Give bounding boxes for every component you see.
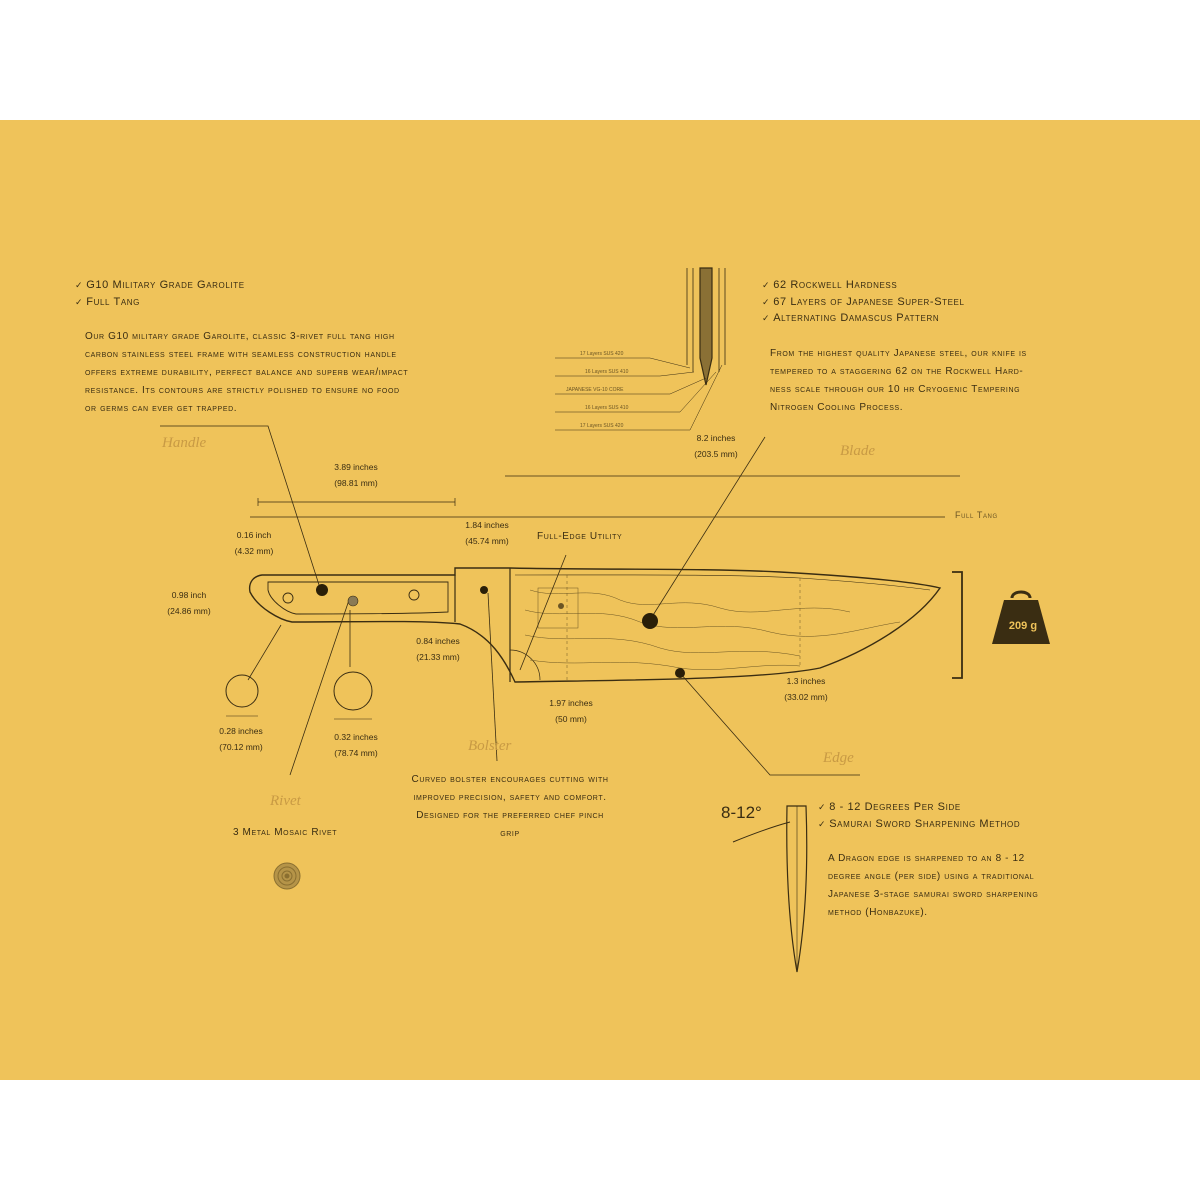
full-tang-label: Full Tang bbox=[955, 510, 998, 520]
rivet-caption: 3 Metal Mosaic Rivet bbox=[233, 827, 338, 838]
bolster-description: Curved bolster encourages cutting with improved precision, safety and comfort. Designed for the preferred chef pinch grip bbox=[411, 774, 609, 839]
handle-description: Our G10 military grade Garolite, classic 3-rivet full tang high carbon stainless steel frame with seamless construction handle offers extreme durability, perfect balance and superb wear/impact resistance. Its contours are strictly polished to ensure no food or germs can ever get trapped. bbox=[85, 331, 409, 414]
dim-bolster-height: 0.84 inches (21.33 mm) bbox=[416, 636, 460, 663]
weight-label: 209 g bbox=[1008, 620, 1038, 632]
dim-heel: 1.97 inches (50 mm) bbox=[549, 698, 593, 725]
layer-label: JAPANESE VG-10 CORE bbox=[566, 387, 624, 393]
bolster-leader bbox=[488, 593, 497, 761]
knife-outline bbox=[250, 568, 940, 682]
edge-bullets: ✓ 8 - 12 Degrees Per Side ✓ Samurai Sword Sharpening Method bbox=[818, 799, 1020, 832]
dim-handle-thickness: 0.16 inch (4.32 mm) bbox=[234, 530, 274, 557]
layer-label: 17 Layers SUS 420 bbox=[580, 351, 624, 357]
blade-height-bracket bbox=[952, 572, 962, 678]
edge-label: Edge bbox=[823, 750, 854, 766]
rivet-dark bbox=[316, 584, 328, 596]
blade-cross-section bbox=[700, 268, 712, 385]
dim-handle-height: 0.98 inch (24.86 mm) bbox=[167, 590, 211, 617]
edge-description: A Dragon edge is sharpened to an 8 - 12 degree angle (per side) using a traditional Japanese 3-stage samurai sword sharpening method (Honbazuke). bbox=[828, 853, 1039, 918]
layer-label: 16 Layers SUS 410 bbox=[585, 405, 629, 411]
handle-label: Handle bbox=[162, 435, 207, 451]
full-edge-label: Full-Edge Utility bbox=[537, 531, 623, 542]
edge-dot bbox=[675, 668, 685, 678]
mosaic-rivet-icon bbox=[274, 863, 300, 889]
blade-bullets: ✓ 62 Rockwell Hardness ✓ 67 Layers of Japanese Super-Steel ✓ Alternating Damascus Pattern bbox=[762, 277, 965, 327]
full-edge-leader bbox=[520, 555, 566, 670]
blade-label: Blade bbox=[840, 443, 875, 459]
dim-handle-length: 3.89 inches (98.81 mm) bbox=[334, 462, 378, 489]
handle-bullets: ✓ G10 Military Grade Garolite ✓ Full Tang bbox=[75, 277, 245, 310]
dim-rivet-small: 0.28 inches (70.12 mm) bbox=[219, 726, 263, 753]
rivet-small-circle bbox=[226, 675, 258, 707]
blade-description: From the highest quality Japanese steel, our knife is tempered to a staggering 62 on the Rockwell Hard- ness scale through our 10 hr Cryogenic Tempering Nitrogen Cooling Process. bbox=[770, 348, 1027, 413]
rivet-mosaic bbox=[348, 596, 358, 606]
layer-label: 17 Layers SUS 420 bbox=[580, 423, 624, 429]
bolster-label: Bolster bbox=[468, 738, 512, 754]
layer-label: 16 Layers SUS 410 bbox=[585, 369, 629, 375]
blade-leader bbox=[650, 437, 765, 620]
blade-dot bbox=[642, 613, 658, 629]
bolster-dot bbox=[480, 586, 488, 594]
dim-blade-length: 8.2 inches (203.5 mm) bbox=[694, 433, 738, 460]
dim-rivet-large: 0.32 inches (78.74 mm) bbox=[334, 732, 378, 759]
dim-bolster-length: 1.84 inches (45.74 mm) bbox=[465, 520, 509, 547]
handle-inner bbox=[268, 582, 448, 614]
dim-blade-height: 1.3 inches (33.02 mm) bbox=[784, 676, 828, 703]
rivet-label: Rivet bbox=[270, 793, 301, 809]
rivet-large-circle bbox=[334, 672, 372, 710]
edge-angle: 8-12° bbox=[721, 803, 762, 822]
